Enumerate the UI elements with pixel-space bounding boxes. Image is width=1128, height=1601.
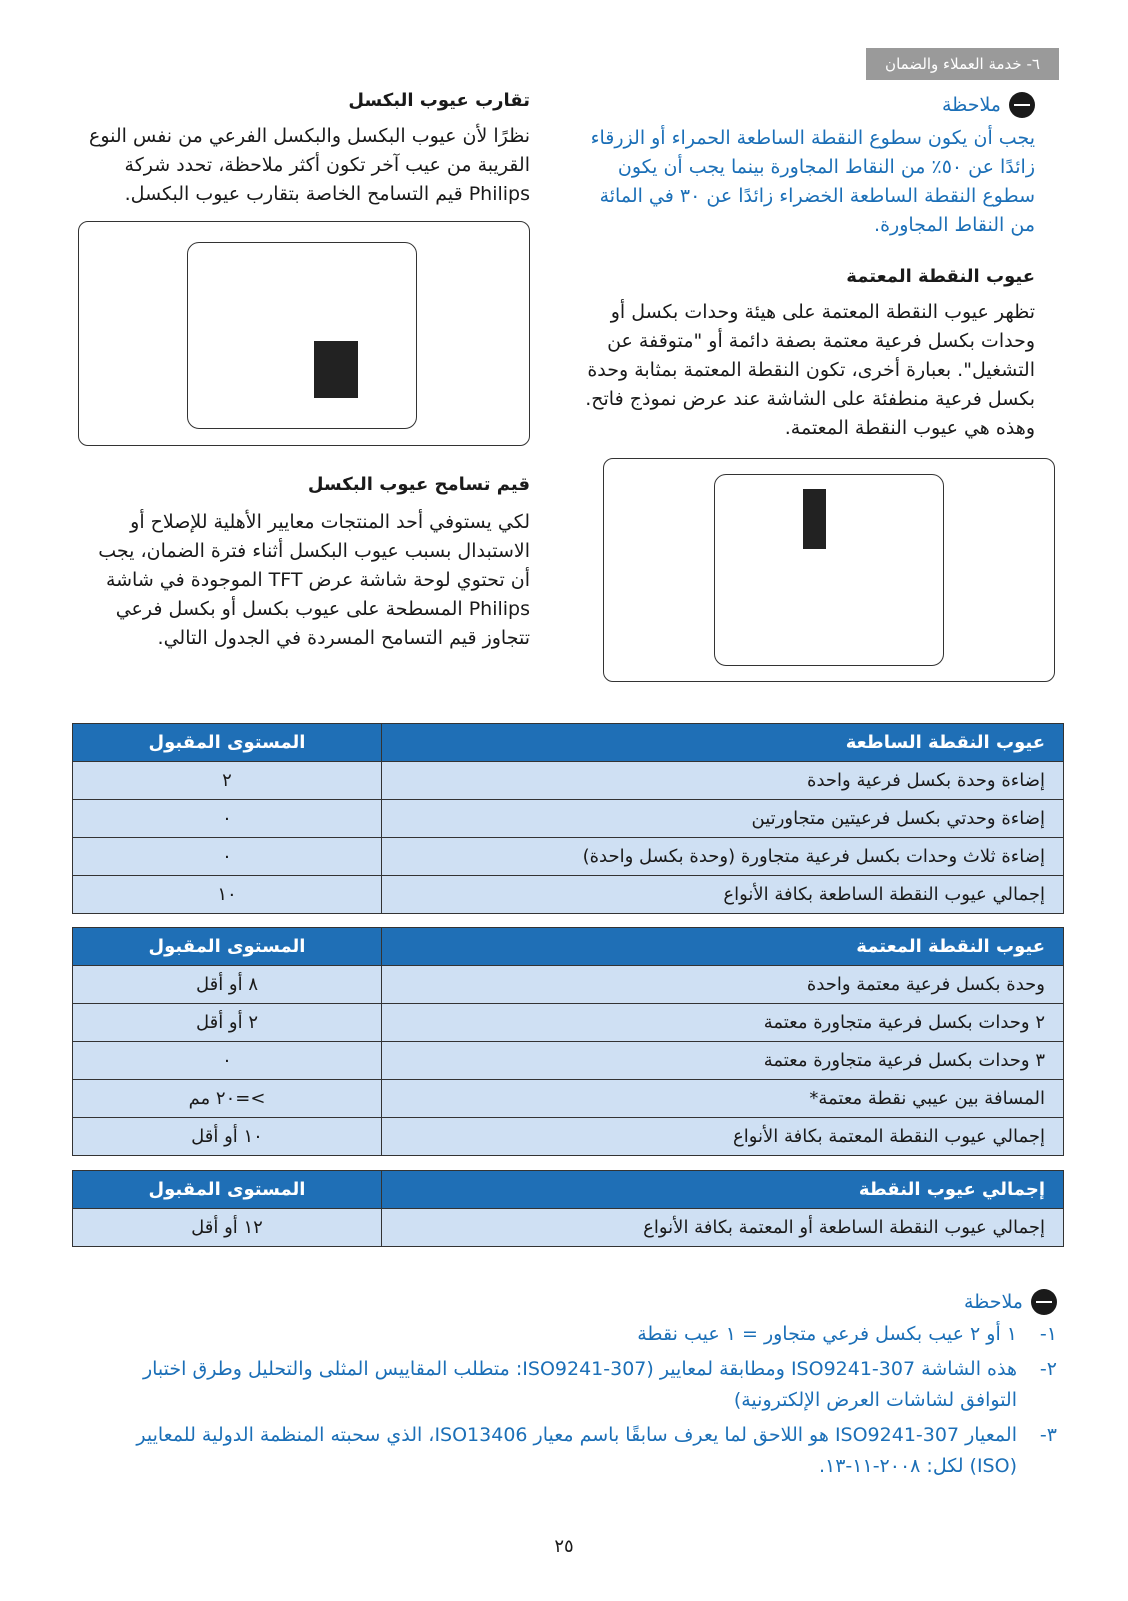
list-item [72,1319,1057,1350]
paragraph-line: Philips المسطحة على عيوب بكسل أو بكسل فرعي [115,598,530,620]
bottom-note [72,1289,1057,1482]
table-row [73,876,1064,914]
acceptable-level: ٠ [73,1042,382,1080]
note-1-line: يجب أن يكون سطوع النقطة الساطعة الحمراء أو الزرقاء [590,127,1035,149]
defect-description: إضاءة وحدة بكسل فرعية واحدة [382,762,1064,800]
acceptable-level: ١٠ [73,876,382,914]
table-row [73,838,1064,876]
acceptable-level: >=٢٠ مم [73,1080,382,1118]
list-item-line: المعيار ISO9241-307 هو اللاحق لما يعرف سابقًا باسم معيار ISO13406، الذي سحبته المنظمة الدولية للمعايير [136,1424,1017,1446]
proximity-illustration [78,221,530,446]
proximity-paragraph [60,122,530,209]
table-row [73,966,1064,1004]
note-2-heading [72,1289,1057,1315]
dark-defects-heading: عيوب النقطة المعتمة [846,266,1035,287]
list-item-line: (ISO) لكل: ٢٠٠٨-١١-١٣. [818,1455,1017,1477]
note-2-label: ملاحظة [963,1291,1023,1313]
note-icon [1031,1289,1057,1315]
dark-defects-paragraph [580,298,1035,443]
paragraph-line: التشغيل". بعبارة أخرى، تكون النقطة المعتمة بمثابة وحدة [587,359,1035,381]
list-item [72,1354,1057,1416]
table-row [73,1004,1064,1042]
total-dot-table [72,1170,1064,1247]
defect-description: ٢ وحدات بكسل فرعية متجاورة معتمة [382,1004,1064,1042]
paragraph-line: لكي يستوفي أحد المنتجات معايير الأهلية للإصلاح أو [130,511,530,533]
list-item-text [136,1420,1017,1482]
note-1-text [580,124,1035,240]
note-icon [1009,92,1035,118]
paragraph-line: وهذه هي عيوب النقطة المعتمة. [784,417,1035,439]
defect-description: وحدة بكسل فرعية معتمة واحدة [382,966,1064,1004]
header-acceptable-level: المستوى المقبول [73,928,382,966]
list-item-number: ٣- [1039,1424,1057,1446]
table-row [73,1118,1064,1156]
dark-dot-table [72,927,1064,1156]
defect-description: إجمالي عيوب النقطة الساطعة أو المعتمة بكافة الأنواع [382,1209,1064,1247]
table-header-row [73,928,1064,966]
list-item-number: ١- [1039,1323,1057,1345]
paragraph-line: القريبة من عيب آخر تكون أكثر ملاحظة، تحدد شركة [124,154,530,176]
list-item-line: ١ أو ٢ عيب بكسل فرعي متجاور = ١ عيب نقطة [637,1323,1017,1345]
dark-dot-illustration [603,458,1055,682]
paragraph-line: نظرًا لأن عيوب البكسل والبكسل الفرعي من نفس النوع [88,125,530,147]
acceptable-level: ٠ [73,838,382,876]
table-row [73,762,1064,800]
defect-description: المسافة بين عيبي نقطة معتمة* [382,1080,1064,1118]
acceptable-level: ٢ [73,762,382,800]
paragraph-line: تظهر عيوب النقطة المعتمة على هيئة وحدات بكسل أو [610,301,1035,323]
paragraph-line: Philips قيم التسامح الخاصة بتقارب عيوب البكسل. [124,183,530,205]
note-1-line: من النقاط المجاورة. [874,214,1035,236]
note-list [72,1319,1057,1482]
table-row [73,1042,1064,1080]
screen-outline [187,242,417,429]
note-1-label: ملاحظة [941,94,1001,116]
paragraph-line: أن تحتوي لوحة شاشة عرض TFT الموجودة في شاشة [105,569,530,591]
note-1-line: سطوع النقطة الساطعة الخضراء زائدًا عن ٣٠ في المائة [599,185,1035,207]
acceptable-level: ٠ [73,800,382,838]
list-item-line: هذه الشاشة ISO9241-307 ومطابقة لمعايير (ISO9241-307: متطلب المقاييس المثلى والتحليل وطرق اختبار [142,1358,1017,1380]
list-item-line: التوافق لشاشات العرض الإلكترونية) [733,1389,1017,1411]
table-row [73,800,1064,838]
note-1 [580,92,1035,240]
paragraph-line: وحدات بكسل فرعية معتمة بصفة دائمة أو "متوقفة عن [607,330,1035,352]
screen-outline [714,474,944,666]
header-acceptable-level: المستوى المقبول [73,1171,382,1209]
paragraph-line: تتجاوز قيم التسامح المسردة في الجدول التالي. [157,627,530,649]
acceptable-level: ٢ أو أقل [73,1004,382,1042]
acceptable-level: ١٢ أو أقل [73,1209,382,1247]
header-defect-type: عيوب النقطة الساطعة [382,724,1064,762]
proximity-heading: تقارب عيوب البكسل [348,90,530,111]
paragraph-line: الاستبدال بسبب عيوب البكسل أثناء فترة الضمان، يجب [98,540,530,562]
list-item-number: ٢- [1039,1358,1057,1380]
note-1-heading [580,92,1035,118]
dark-dot-pixel [803,489,826,549]
acceptable-level: ٨ أو أقل [73,966,382,1004]
defect-description: إجمالي عيوب النقطة الساطعة بكافة الأنواع [382,876,1064,914]
acceptable-level: ١٠ أو أقل [73,1118,382,1156]
list-item-text [637,1319,1017,1350]
bright-dot-table [72,723,1064,914]
section-title-tag: ٦- خدمة العملاء والضمان [866,48,1059,80]
tolerance-heading: قيم تسامح عيوب البكسل [307,474,530,495]
table-header-row [73,1171,1064,1209]
header-defect-type: إجمالي عيوب النقطة [382,1171,1064,1209]
note-1-line: زائدًا عن ٥٠٪ من النقاط المجاورة بينما يجب أن يكون [617,156,1035,178]
defect-description: إضاءة ثلاث وحدات بكسل فرعية متجاورة (وحدة بكسل واحدة) [382,838,1064,876]
list-item [72,1420,1057,1482]
list-item-text [143,1354,1017,1416]
defect-description: ٣ وحدات بكسل فرعية متجاورة معتمة [382,1042,1064,1080]
table-row [73,1080,1064,1118]
table-header-row [73,724,1064,762]
defect-description: إضاءة وحدتي بكسل فرعيتين متجاورتين [382,800,1064,838]
header-acceptable-level: المستوى المقبول [73,724,382,762]
header-defect-type: عيوب النقطة المعتمة [382,928,1064,966]
tolerance-paragraph [60,508,530,653]
defect-description: إجمالي عيوب النقطة المعتمة بكافة الأنواع [382,1118,1064,1156]
page-number: ٢٥ [554,1536,574,1557]
defect-pixel [314,341,358,398]
paragraph-line: بكسل فرعية منطفئة على الشاشة عند عرض نموذج فاتح. [585,388,1035,410]
table-row [73,1209,1064,1247]
